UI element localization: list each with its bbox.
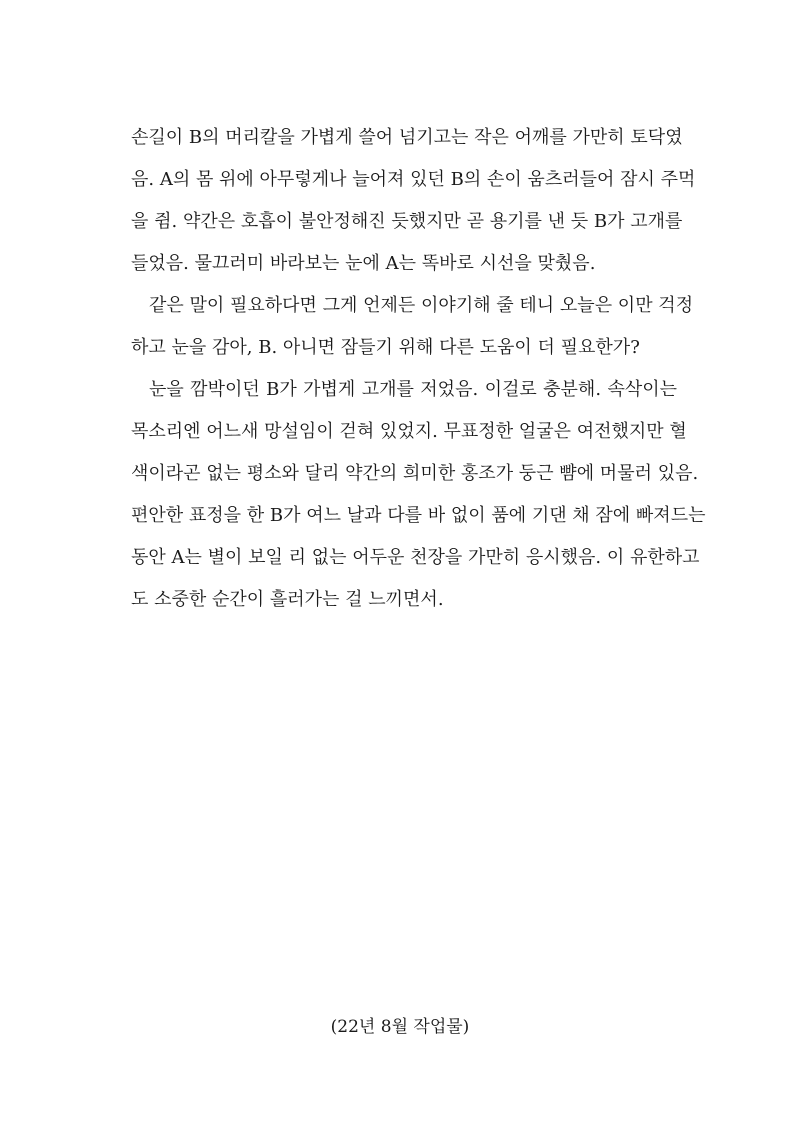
text-line: 편안한 표정을 한 B가 여느 날과 다를 바 없이 품에 기댄 채 잠에 빠져드는 (131, 505, 706, 526)
text-line: 동안 A는 별이 보일 리 없는 어두운 천장을 가만히 응시했음. 이 유한하고 (131, 547, 700, 568)
footer-note: (22년 8월 작업물) (330, 1017, 470, 1037)
text-line: 목소리엔 어느새 망설임이 걷혀 있었지. 무표정한 얼굴은 여전했지만 혈 (131, 421, 687, 442)
text-line: 눈을 깜박이던 B가 가볍게 고개를 저었음. 이걸로 충분해. 속삭이는 (149, 379, 677, 400)
text-line: 손길이 B의 머리칼을 가볍게 쓸어 넘기고는 작은 어깨를 가만히 토닥였 (131, 127, 683, 148)
text-line: 을 쥠. 약간은 호흡이 불안정해진 듯했지만 곧 용기를 낸 듯 B가 고개를 (131, 211, 683, 232)
text-line: 하고 눈을 감아, B. 아니면 잠들기 위해 다른 도움이 더 필요한가? (131, 337, 640, 358)
text-line: 색이라곤 없는 평소와 달리 약간의 희미한 홍조가 둥근 뺨에 머물러 있음. (131, 463, 699, 484)
text-line: 음. A의 몸 위에 아무렇게나 늘어져 있던 B의 손이 움츠러들어 잠시 주먹 (131, 169, 696, 190)
text-line: 들었음. 물끄러미 바라보는 눈에 A는 똑바로 시선을 맞췄음. (131, 253, 596, 274)
text-line: 같은 말이 필요하다면 그게 언제든 이야기해 줄 테니 오늘은 이만 걱정 (149, 295, 694, 316)
story-text (131, 117, 706, 621)
text-line: 도 소중한 순간이 흘러가는 걸 느끼면서. (131, 589, 444, 610)
